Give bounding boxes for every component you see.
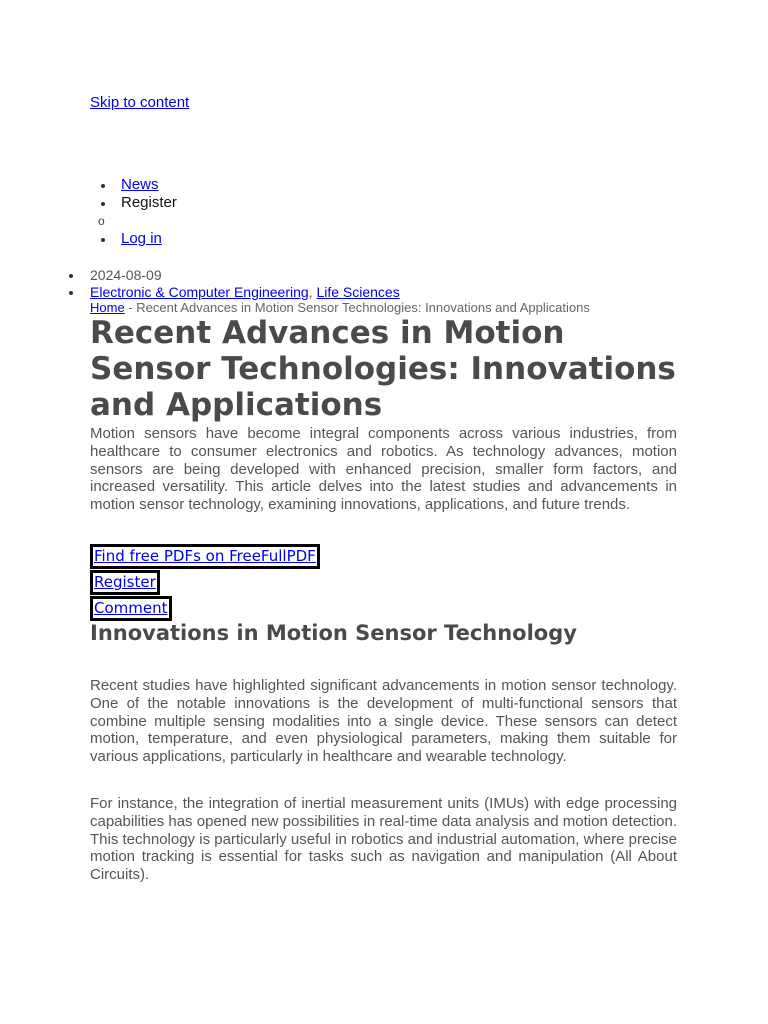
category-separator: , xyxy=(308,284,313,300)
register-menu-label[interactable]: Register xyxy=(121,194,177,211)
top-navigation xyxy=(90,176,177,248)
article-paragraph-1: Recent studies have highlighted significant advancements in motion sensor technology. One of the notable innovations is the development of multi-functional sensors that combine multiple sensing modalities into a single device. These sensors can detect motion, temperature, and even physiological parameters, making them suitable for various applications, particularly in healthcare and wearable technology. xyxy=(90,677,677,766)
post-date-text: 2024-08-09 xyxy=(90,267,162,283)
category-link-life-sciences[interactable]: Life Sciences xyxy=(316,284,400,300)
breadcrumb xyxy=(90,300,590,315)
skip-to-content-link[interactable]: Skip to content xyxy=(90,94,190,111)
article-title: Recent Advances in Motion Sensor Technologies: Innovations and Applications xyxy=(90,315,676,423)
breadcrumb-home-link[interactable]: Home xyxy=(90,300,125,315)
comment-link[interactable]: Comment xyxy=(90,596,172,621)
nav-item-login xyxy=(90,230,177,248)
register-link[interactable]: Register xyxy=(90,570,160,595)
article-intro: Motion sensors have become integral components across various industries, from healthcare to consumer electronics and robotics. As technology advances, motion sensors are being developed with enhanced precision, smaller form factors, and increased versatility. This article delves into the latest studies and advancements in motion sensor technology, examining innovations, applications, and future trends. xyxy=(90,425,677,514)
post-categories xyxy=(90,284,400,301)
find-free-pdfs-link[interactable]: Find free PDFs on FreeFullPDF xyxy=(90,544,320,569)
breadcrumb-separator: - xyxy=(124,300,137,315)
section-heading: Innovations in Motion Sensor Technology xyxy=(90,621,577,645)
log-in-link[interactable]: Log in xyxy=(121,230,162,247)
nav-item-register xyxy=(90,194,177,212)
breadcrumb-current: Recent Advances in Motion Sensor Technologies: Innovations and Applications xyxy=(136,300,590,315)
post-date xyxy=(90,267,400,284)
article-paragraph-2: For instance, the integration of inertial measurement units (IMUs) with edge processing capabilities has opened new possibilities in real-time data analysis and motion detection. This technology is particularly useful in robotics and industrial automation, where precise motion tracking is essential for tasks such as navigation and manipulation (All About Circuits). xyxy=(90,795,678,884)
nav-subitem-marker: o xyxy=(98,214,105,228)
nav-item-news xyxy=(90,176,177,194)
news-link[interactable]: News xyxy=(121,176,159,193)
category-link-electronic-engineering[interactable]: Electronic & Computer Engineering xyxy=(90,284,309,300)
post-meta xyxy=(90,267,400,301)
